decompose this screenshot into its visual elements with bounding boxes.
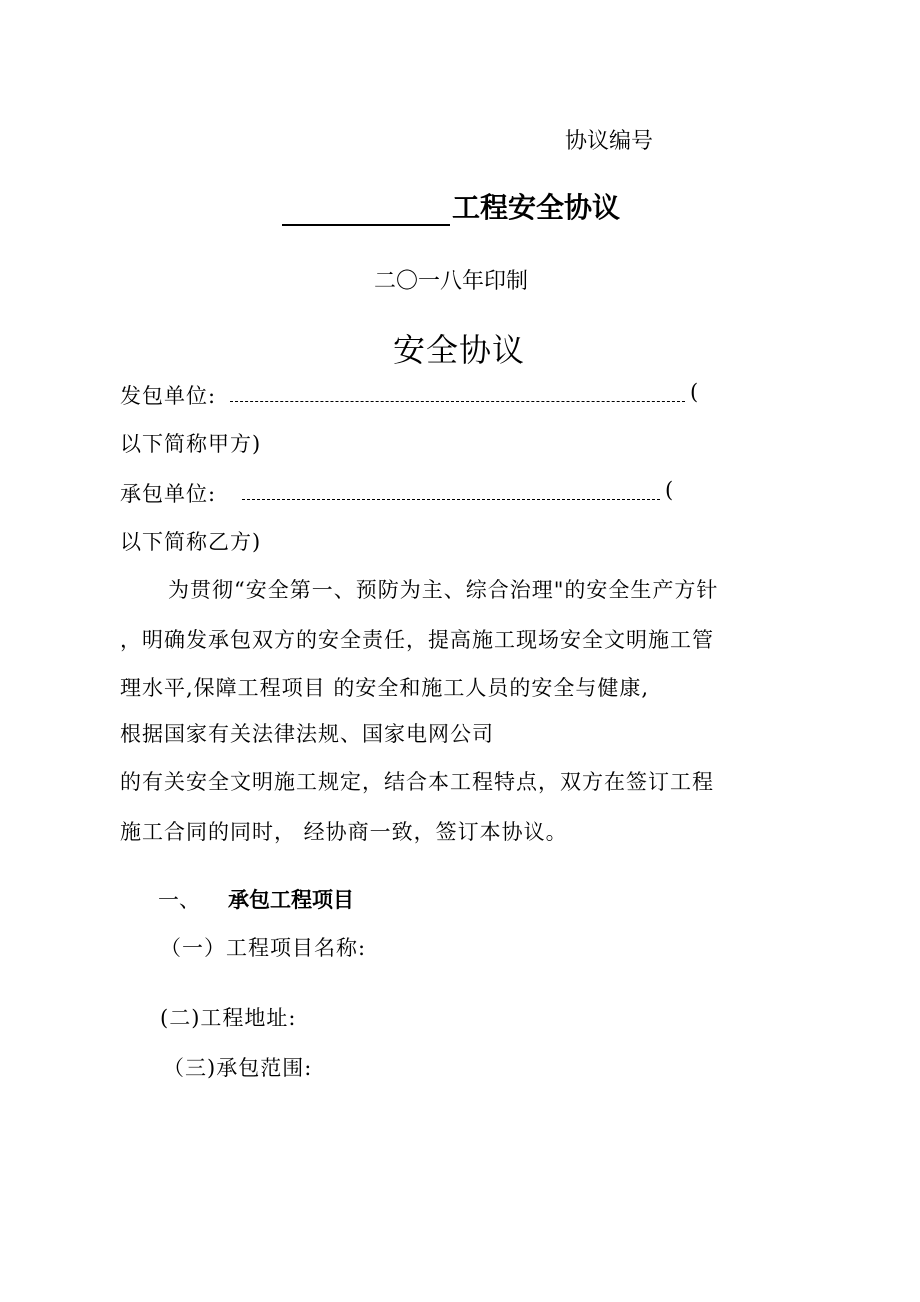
preamble-line: 的有关安全文明施工规定，结合本工程特点，双方在签订工程 xyxy=(120,770,714,794)
section-heading xyxy=(158,884,354,914)
preamble-line: 为贯彻“安全第一、预防为主、综合治理"的安全生产方针 xyxy=(168,578,719,602)
party-b-paren: ( xyxy=(665,478,675,502)
section-item: （一）工程项目名称: xyxy=(160,936,367,960)
section-item: (二)工程地址: xyxy=(160,1006,297,1030)
preamble-line: 理水平,保障工程项目 的安全和施工人员的安全与健康, xyxy=(120,676,650,700)
party-a-alias: 以下简称甲方) xyxy=(120,432,262,456)
section-item: （三)承包范围: xyxy=(163,1056,313,1080)
section-number: 一、 xyxy=(158,888,200,912)
agreement-number-label: 协议编号 xyxy=(565,129,654,154)
preamble-line: 根据国家有关法律法规、国家电网公司 xyxy=(120,722,494,746)
party-b-alias: 以下简称乙方) xyxy=(120,530,262,554)
document-title xyxy=(282,186,620,226)
party-b-label: 承包单位: xyxy=(120,482,217,506)
document-heading: 安全协议 xyxy=(393,331,526,369)
party-a-field[interactable] xyxy=(230,383,685,402)
project-name-blank[interactable] xyxy=(282,196,450,226)
preamble-line: ，明确发承包双方的安全责任，提高施工现场安全文明施工管 xyxy=(120,628,714,652)
section-title: 承包工程项目 xyxy=(228,887,354,912)
party-a-label: 发包单位: xyxy=(120,384,217,408)
print-year: 二〇一八年印制 xyxy=(374,269,529,294)
preamble-line: 施工合同的同时， 经协商一致，签订本协议。 xyxy=(120,820,568,844)
party-a-paren: ( xyxy=(690,380,700,404)
party-b-field[interactable] xyxy=(242,481,660,500)
title-suffix: 工程安全协议 xyxy=(452,191,621,224)
